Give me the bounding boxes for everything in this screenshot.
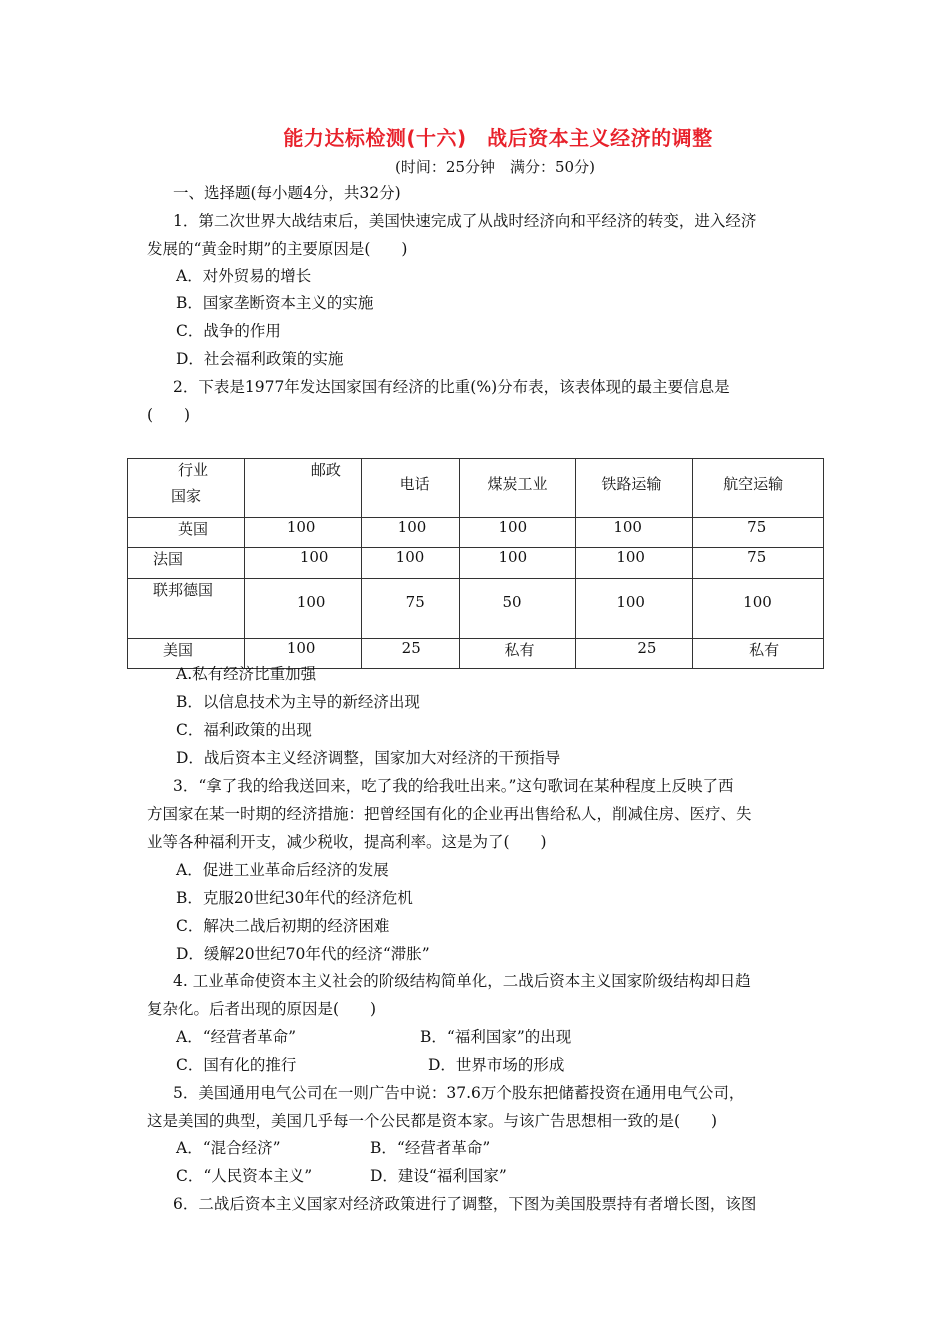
table-cell: 25 <box>361 639 459 669</box>
table-header-cell: 电话 <box>361 459 459 518</box>
table-header-cell: 煤炭工业 <box>459 459 576 518</box>
q1-option-c: C．战争的作用 <box>176 322 281 340</box>
q3-option-b: B．克服20世纪30年代的经济危机 <box>176 889 413 907</box>
q5-option-a: A．“混合经济” <box>176 1139 281 1157</box>
q3-stem-line3: 业等各种福利开支，减少税收，提高利率。这是为了( ) <box>147 833 547 851</box>
table-cell: 75 <box>693 548 824 579</box>
table-cell: 75 <box>693 518 824 548</box>
q2-option-a: A.私有经济比重加强 <box>176 665 317 683</box>
header-country-label: 国家 <box>171 487 202 505</box>
table-header-cell: 邮政 <box>244 459 361 518</box>
section-heading: 一、选择题(每小题4分，共32分) <box>173 184 401 202</box>
q3-option-d: D．缓解20世纪70年代的经济“滞胀” <box>176 945 430 963</box>
table-row <box>128 518 824 548</box>
q6-stem-line1: 6．二战后资本主义国家对经济政策进行了调整，下图为美国股票持有者增长图，该图 <box>173 1195 757 1213</box>
q3-option-c: C．解决二战后初期的经济困难 <box>176 917 390 935</box>
q4-stem-line1: 4. 工业革命使资本主义社会的阶级结构简单化，二战后资本主义国家阶级结构却日趋 <box>173 972 751 990</box>
table-header-cell: 铁路运输 <box>576 459 693 518</box>
table-cell: 100 <box>459 518 576 548</box>
table-row <box>128 579 824 639</box>
table-cell: 75 <box>361 579 459 639</box>
table-cell: 100 <box>459 548 576 579</box>
table-cell: 100 <box>244 579 361 639</box>
q2-stem-line2: ( ) <box>147 406 191 424</box>
q4-option-b: B．“福利国家”的出现 <box>420 1028 572 1046</box>
table-cell: 100 <box>576 548 693 579</box>
table-cell: 100 <box>576 518 693 548</box>
table-cell: 私有 <box>693 639 824 669</box>
q2-stem-line1: 2．下表是1977年发达国家国有经济的比重(%)分布表，该表体现的最主要信息是 <box>173 378 730 396</box>
table-cell: 100 <box>576 579 693 639</box>
q5-stem-line2: 这是美国的典型，美国几乎每一个公民都是资本家。与该广告思想相一致的是( ) <box>147 1112 718 1130</box>
q4-option-c: C．国有化的推行 <box>176 1056 297 1074</box>
header-industry-label: 行业 <box>178 461 209 479</box>
q5-option-c: C．“人民资本主义” <box>176 1167 313 1185</box>
q4-option-a: A．“经营者革命” <box>176 1028 297 1046</box>
table-cell: 100 <box>693 579 824 639</box>
q3-stem-line2: 方国家在某一时期的经济措施：把曾经国有化的企业再出售给私人，削减住房、医疗、失 <box>147 805 752 823</box>
table-row <box>128 548 824 579</box>
table-cell: 25 <box>576 639 693 669</box>
page-title: 能力达标检测(十六) 战后资本主义经济的调整 <box>283 126 713 150</box>
table-header-row <box>128 459 824 518</box>
q3-option-a: A．促进工业革命后经济的发展 <box>176 861 389 879</box>
q1-option-a: A．对外贸易的增长 <box>176 267 312 285</box>
table-cell: 100 <box>361 548 459 579</box>
q4-option-d: D．世界市场的形成 <box>428 1056 565 1074</box>
q1-option-d: D．社会福利政策的实施 <box>176 350 344 368</box>
table-header-cell: 航空运输 <box>693 459 824 518</box>
table-cell: 100 <box>361 518 459 548</box>
table-cell: 私有 <box>459 639 576 669</box>
q2-option-c: C．福利政策的出现 <box>176 721 312 739</box>
q5-option-d: D．建设“福利国家” <box>370 1167 507 1185</box>
table-cell: 50 <box>459 579 576 639</box>
table-cell-country: 法国 <box>128 548 245 579</box>
exam-time-score: (时间：25分钟 满分：50分) <box>395 158 595 176</box>
q5-option-b: B．“经营者革命” <box>370 1139 491 1157</box>
q1-option-b: B．国家垄断资本主义的实施 <box>176 294 374 312</box>
q3-stem-line1: 3．“拿了我的给我送回来，吃了我的给我吐出来。”这句歌词在某种程度上反映了西 <box>173 777 734 795</box>
table-cell: 100 <box>244 548 361 579</box>
table-cell-country: 英国 <box>128 518 245 548</box>
q1-stem-line1: 1．第二次世界大战结束后，美国快速完成了从战时经济向和平经济的转变，进入经济 <box>173 212 757 230</box>
table-cell: 100 <box>244 639 361 669</box>
table-cell-country: 美国 <box>128 639 245 669</box>
nationalization-table <box>127 458 824 669</box>
table-cell: 100 <box>244 518 361 548</box>
q4-stem-line2: 复杂化。后者出现的原因是( ) <box>147 1000 377 1018</box>
q2-option-d: D．战后资本主义经济调整，国家加大对经济的干预指导 <box>176 749 561 767</box>
q2-option-b: B．以信息技术为主导的新经济出现 <box>176 693 420 711</box>
header-corner-cell <box>128 459 245 518</box>
q5-stem-line1: 5．美国通用电气公司在一则广告中说：37.6万个股东把储蓄投资在通用电气公司， <box>173 1084 745 1102</box>
table-cell-country: 联邦德国 <box>128 579 245 639</box>
q1-stem-line2: 发展的“黄金时期”的主要原因是( ) <box>147 240 408 258</box>
